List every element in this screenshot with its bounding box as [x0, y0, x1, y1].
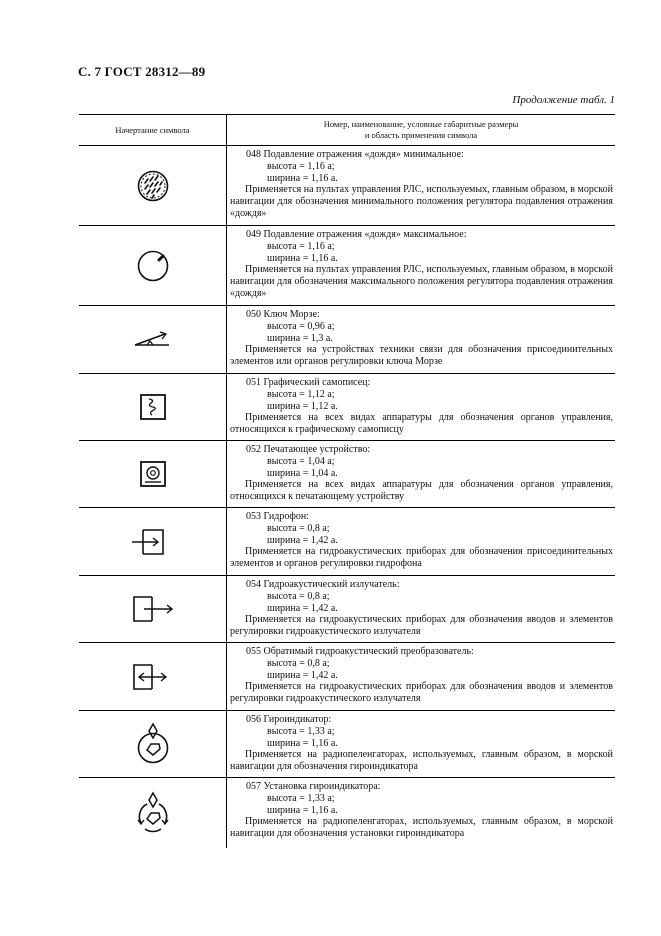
- symbol-height: высота = 0,96 a;: [267, 320, 335, 332]
- symbol-usage: Применяется на радиопеленгаторах, используемых, главным образом, в морской навигации для обозначения установки гироиндикатора: [230, 816, 613, 840]
- symbol-cell: [79, 226, 227, 305]
- gyro-indicator-icon: [133, 720, 173, 768]
- symbol-description: [227, 508, 615, 575]
- symbol-height: высота = 1,16 a;: [267, 240, 335, 252]
- symbol-height: высота = 0,8 a;: [267, 590, 330, 602]
- table-row: [79, 576, 615, 643]
- symbol-cell: [79, 146, 227, 225]
- symbol-usage: Применяется на гидроакустических приборах для обозначения вводов и элементов регулировки гидроакустического излучателя: [230, 681, 613, 705]
- symbol-cell: [79, 374, 227, 440]
- table-continued-label: Продолжение табл. 1: [512, 94, 615, 106]
- table-row: [79, 146, 615, 226]
- symbol-description: [227, 146, 615, 225]
- symbol-width: ширина = 1,16 a.: [267, 737, 338, 749]
- hydroacoustic-emitter-icon: [128, 591, 178, 627]
- page-header: С. 7 ГОСТ 28312—89: [78, 64, 206, 79]
- symbol-width: ширина = 1,12 a.: [267, 400, 338, 412]
- symbol-width: ширина = 1,04 a.: [267, 467, 338, 479]
- symbol-description: [227, 576, 615, 642]
- symbol-usage: Применяется на гидроакустических приборах для обозначения присоединительных элементов и органов регулировки гидрофона: [230, 546, 613, 570]
- symbol-description: [227, 778, 615, 848]
- symbol-width: ширина = 1,42 a.: [267, 534, 338, 546]
- symbol-description: [227, 374, 615, 440]
- table-row: [79, 778, 615, 848]
- table-row: [79, 374, 615, 441]
- hydrophone-icon: [128, 524, 178, 560]
- symbol-cell: [79, 643, 227, 710]
- symbol-description: [227, 643, 615, 710]
- chart-recorder-icon: [137, 391, 169, 423]
- symbol-height: высота = 1,16 a;: [267, 160, 335, 172]
- symbol-height: высота = 1,33 a;: [267, 725, 335, 737]
- rain-suppression-min-icon: [133, 166, 173, 206]
- gyro-indicator-setting-icon: [133, 789, 173, 837]
- symbol-title: 051 Графический самописец:: [246, 377, 371, 388]
- symbol-width: ширина = 1,16 a.: [267, 804, 338, 816]
- table-row: [79, 306, 615, 374]
- symbol-height: высота = 0,8 a;: [267, 657, 330, 669]
- symbol-title: 057 Установка гироиндикатора:: [246, 781, 381, 792]
- symbol-width: ширина = 1,3 a.: [267, 332, 333, 344]
- symbol-title: 055 Обратимый гидроакустический преобразователь:: [246, 646, 474, 657]
- symbol-usage: Применяется на гидроакустических приборах для обозначения вводов и элементов регулировки гидроакустического излучателя: [230, 614, 613, 638]
- symbol-title: 052 Печатающее устройство:: [246, 444, 371, 455]
- reversible-transducer-icon: [128, 659, 178, 695]
- symbol-description: [227, 226, 615, 305]
- symbol-description: [227, 441, 615, 507]
- symbol-cell: [79, 711, 227, 777]
- column-header-description-line1: Номер, наименование, условные габаритные размеры: [323, 119, 519, 129]
- column-header-symbol: Начертание символа: [79, 115, 227, 145]
- symbol-title: 050 Ключ Морзе:: [246, 309, 320, 320]
- symbol-usage: Применяется на всех видах аппаратуры для обозначения органов управления, относящихся к печатающему устройству: [230, 479, 613, 503]
- morse-key-icon: [131, 325, 175, 355]
- symbol-cell: [79, 508, 227, 575]
- symbol-cell: [79, 441, 227, 507]
- symbol-usage: Применяется на радиопеленгаторах, используемых, главным образом, в морской навигации для обозначения гироиндикатора: [230, 749, 613, 773]
- symbol-usage: Применяется на пультах управления РЛС, используемых, главным образом, в морской навигации для обозначения минимального положения регулятора подавления отражения «дождя»: [230, 184, 613, 219]
- symbol-usage: Применяется на устройствах техники связи для обозначения присоединительных элементов или органов регулировки ключа Морзе: [230, 344, 613, 368]
- column-header-description-line2: и область применения символа: [364, 130, 478, 140]
- symbol-title: 054 Гидроакустический излучатель:: [246, 579, 400, 590]
- table-row: [79, 226, 615, 306]
- table-row: [79, 643, 615, 711]
- symbol-title: 053 Гидрофон:: [246, 511, 309, 522]
- symbol-description: [227, 711, 615, 777]
- table-row: [79, 441, 615, 508]
- symbol-usage: Применяется на всех видах аппаратуры для обозначения органов управления, относящихся к графическому самописцу: [230, 412, 613, 436]
- symbol-width: ширина = 1,42 a.: [267, 602, 338, 614]
- column-header-description: [227, 115, 615, 145]
- symbol-width: ширина = 1,42 a.: [267, 669, 338, 681]
- symbol-usage: Применяется на пультах управления РЛС, используемых, главным образом, в морской навигации для обозначения максимального положения регулятора подавления отражения «дождя»: [230, 264, 613, 299]
- symbols-table: [79, 114, 615, 848]
- symbol-cell: [79, 778, 227, 848]
- symbol-cell: [79, 576, 227, 642]
- symbol-title: 049 Подавление отражения «дождя» максимальное:: [246, 229, 467, 240]
- rain-suppression-max-icon: [133, 246, 173, 286]
- symbol-height: высота = 1,04 a;: [267, 455, 335, 467]
- symbol-title: 056 Гироиндикатор:: [246, 714, 332, 725]
- table-header: [79, 114, 615, 146]
- symbol-height: высота = 0,8 a;: [267, 522, 330, 534]
- symbol-width: ширина = 1,16 a.: [267, 172, 338, 184]
- symbol-width: ширина = 1,16 a.: [267, 252, 338, 264]
- printer-icon: [137, 458, 169, 490]
- table-row: [79, 711, 615, 778]
- symbol-height: высота = 1,33 a;: [267, 792, 335, 804]
- symbol-title: 048 Подавление отражения «дождя» минимальное:: [246, 149, 464, 160]
- symbol-description: [227, 306, 615, 373]
- symbol-cell: [79, 306, 227, 373]
- symbol-height: высота = 1,12 a;: [267, 388, 335, 400]
- table-row: [79, 508, 615, 576]
